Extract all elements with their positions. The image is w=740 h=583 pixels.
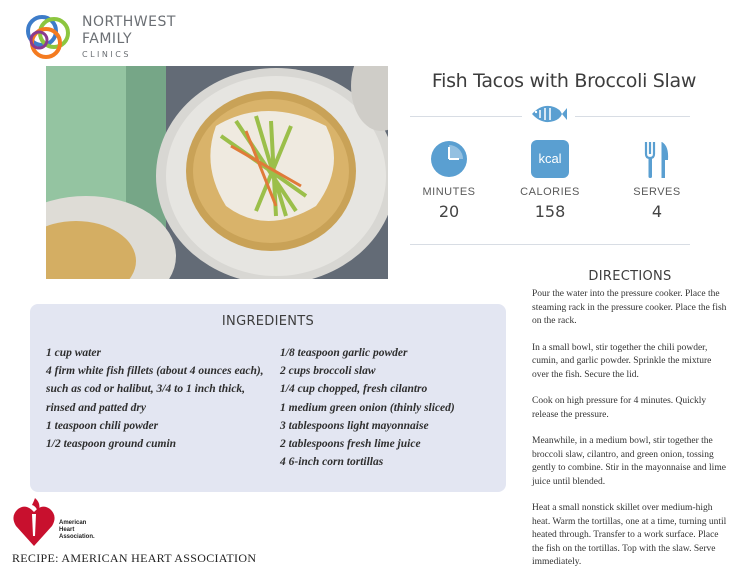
direction-step: Heat a small nonstick skillet over medium-high heat. Warm the tortillas, one at a time, turning until heated through. Transfer to a work surface. Place the fish on the tortillas. Top with the slaw. Serve immediately. <box>532 503 727 567</box>
ingredient-item: 1/4 cup chopped, fresh cilantro <box>280 383 428 396</box>
aha-wordmark <box>59 520 95 541</box>
brand-line-1: NORTHWEST <box>82 14 176 30</box>
clock-icon <box>430 140 468 178</box>
stats-divider <box>410 244 690 245</box>
ingredient-item: 1 teaspoon chili powder <box>46 419 159 432</box>
ingredients-panel <box>30 304 506 492</box>
ingredient-item: 1/2 teaspoon ground cumin <box>46 438 177 451</box>
aha-line-1: American <box>59 520 87 526</box>
aha-line-3: Association. <box>59 534 95 540</box>
directions-heading: DIRECTIONS <box>588 269 672 284</box>
rings-logo-icon <box>22 12 76 62</box>
directions-list <box>532 288 728 583</box>
recipe-photo <box>46 66 388 279</box>
fork-knife-icon <box>638 140 676 180</box>
ingredient-item: 1/8 teaspoon garlic powder <box>280 347 408 359</box>
heart-torch-icon <box>12 496 56 548</box>
stat-label: SERVES <box>633 186 681 198</box>
title-divider-right <box>575 116 690 117</box>
ingredient-item: 1 cup water <box>46 347 101 359</box>
fish-icon <box>528 102 568 131</box>
stat-label: MINUTES <box>422 186 476 198</box>
stat-value: 158 <box>534 202 566 221</box>
stat-value: 20 <box>438 202 460 221</box>
ingredient-item: 4 firm white fish fillets (about 4 ounces each), such as cod or halibut, 3/4 to 1 inch thick, rinsed and patted dry <box>46 365 264 414</box>
brand-line-2: FAMILY <box>82 31 133 47</box>
direction-step: Pour the water into the pressure cooker. Place the steaming rack in the pressure cooker. Place the fish on the rack. <box>532 289 727 326</box>
ingredient-item: 1 medium green onion (thinly sliced) <box>280 401 455 414</box>
title-divider-left <box>410 116 522 117</box>
kcal-icon: kcal <box>531 140 569 178</box>
ingredients-heading: INGREDIENTS <box>221 314 315 329</box>
stat-value: 4 <box>651 202 663 221</box>
direction-step: Meanwhile, in a medium bowl, stir together the broccoli slaw, cilantro, and green onion, tossing gently to combine. Stir in the mayonnaise and lime juice until blended. <box>532 436 726 487</box>
recipe-credit: RECIPE: AMERICAN HEART ASSOCIATION <box>12 551 257 565</box>
ingredients-column-right <box>280 344 500 471</box>
northwest-family-clinics-logo <box>22 10 182 60</box>
ingredient-item: 2 tablespoons fresh lime juice <box>280 438 421 451</box>
direction-step: Cook on high pressure for 4 minutes. Quickly release the pressure. <box>532 396 707 420</box>
brand-line-3: CLINICS <box>82 50 131 59</box>
ingredient-item: 4 6-inch corn tortillas <box>280 456 384 469</box>
direction-step: In a small bowl, stir together the chili powder, cumin, and garlic powder. Sprinkle the mixture over the fish. Secure the lid. <box>532 342 712 380</box>
ingredients-column-left <box>46 344 272 453</box>
recipe-title: Fish Tacos with Broccoli Slaw <box>431 70 697 92</box>
ingredient-item: 2 cups broccoli slaw <box>280 365 376 378</box>
aha-line-2: Heart <box>59 527 75 533</box>
stat-label: CALORIES <box>520 186 580 198</box>
american-heart-association-logo <box>12 496 122 548</box>
ingredient-item: 3 tablespoons light mayonnaise <box>280 419 429 432</box>
